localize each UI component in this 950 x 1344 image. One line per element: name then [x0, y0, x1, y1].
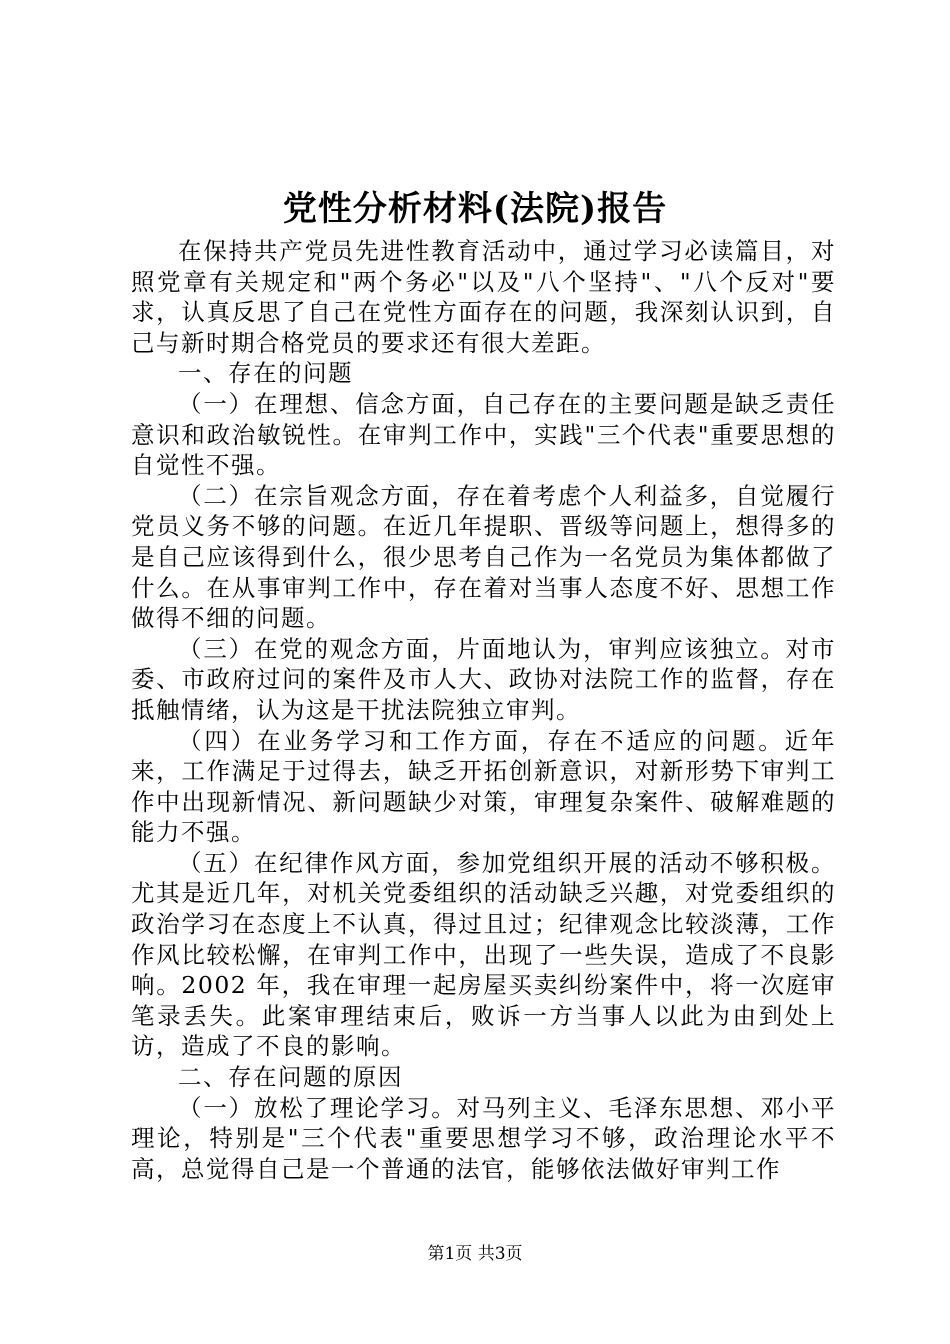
page-footer: 第1页 共3页 — [427, 1244, 523, 1264]
problem-paragraph-4: （四）在业务学习和工作方面，存在不适应的问题。近年来，工作满足于过得去，缺乏开拓创新意识，对新形势下审判工作中出现新情况、新问题缺少对策，审理复杂案件、破解难题的能力不强。 — [131, 726, 836, 847]
problem-paragraph-1: （一）在理想、信念方面，自己存在的主要问题是缺乏责任意识和政治敏锐性。在审判工作中，实践"三个代表"重要思想的自觉性不强。 — [131, 389, 836, 480]
intro-paragraph: 在保持共产党员先进性教育活动中，通过学习必读篇目，对照党章有关规定和"两个务必"以及"八个坚持"、"八个反对"要求，认真反思了自己在党性方面存在的问题，我深刻认识到，自己与新时期合格党员的要求还有很大差距。 — [131, 237, 836, 357]
document-title: 党性分析材料(法院)报告 — [282, 189, 668, 229]
problem-paragraph-2: （二）在宗旨观念方面，存在着考虑个人利益多，自觉履行党员义务不够的问题。在近几年提职、晋级等问题上，想得多的是自己应该得到什么，很少思考自己作为一名党员为集体都做了什么。在从事审判工作中，存在着对当事人态度不好、思想工作做得不细的问题。 — [131, 481, 836, 633]
section-heading-problems: 一、存在的问题 — [178, 359, 353, 388]
document-body — [131, 236, 836, 1184]
cause-paragraph-1: （一）放松了理论学习。对马列主义、毛泽东思想、邓小平理论，特别是"三个代表"重要思想学习不够，政治理论水平不高，总觉得自己是一个普通的法官，能够依法做好审判工作 — [131, 1093, 836, 1183]
section-heading-causes: 二、存在问题的原因 — [178, 1063, 403, 1092]
problem-paragraph-5: （五）在纪律作风方面，参加党组织开展的活动不够积极。尤其是近几年，对机关党委组织的活动缺乏兴趣，对党委组织的政治学习在态度上不认真，得过且过；纪律观念比较淡薄，工作作风比较松懈，在审判工作中，出现了一些失误，造成了不良影响。2002 年，我在审理一起房屋买卖纠纷案件中，将一次庭审笔录丢失。此案审理结束后，败诉一方当事人以此为由到处上访，造成了不良的影响。 — [131, 848, 836, 1061]
problem-paragraph-3: （三）在党的观念方面，片面地认为，审判应该独立。对市委、市政府过问的案件及市人大、政协对法院工作的监督，存在抵触情绪，认为这是干扰法院独立审判。 — [131, 634, 836, 724]
